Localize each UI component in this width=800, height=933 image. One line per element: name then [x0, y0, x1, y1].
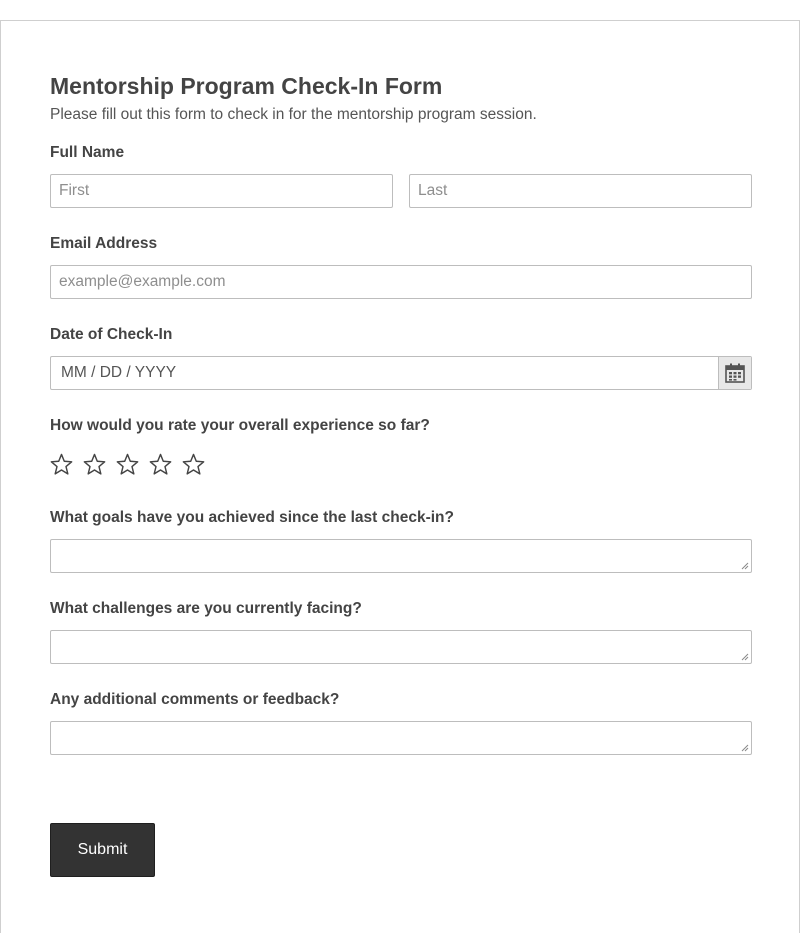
star-rating	[50, 453, 205, 476]
star-1-icon[interactable]	[50, 453, 73, 476]
date-input[interactable]	[50, 356, 752, 390]
resize-grip-icon[interactable]	[741, 653, 749, 661]
submit-button[interactable]: Submit	[50, 823, 155, 877]
form-subtitle: Please fill out this form to check in for the mentorship program session.	[50, 106, 537, 123]
comments-label: Any additional comments or feedback?	[50, 691, 340, 708]
form-title: Mentorship Program Check-In Form	[50, 73, 443, 99]
resize-grip-icon[interactable]	[741, 744, 749, 752]
last-name-input[interactable]	[409, 174, 752, 208]
form-container	[0, 20, 800, 933]
star-2-icon[interactable]	[83, 453, 106, 476]
challenges-textarea[interactable]	[50, 630, 752, 664]
date-placeholder: MM / DD / YYYY	[61, 364, 177, 381]
calendar-button[interactable]	[718, 357, 751, 389]
challenges-label: What challenges are you currently facing?	[50, 600, 362, 617]
first-name-input[interactable]	[50, 174, 393, 208]
email-input[interactable]	[50, 265, 752, 299]
email-label: Email Address	[50, 235, 158, 252]
calendar-icon	[725, 363, 745, 383]
goals-label: What goals have you achieved since the last check-in?	[50, 509, 454, 526]
full-name-label: Full Name	[50, 144, 125, 161]
goals-textarea[interactable]	[50, 539, 752, 573]
resize-grip-icon[interactable]	[741, 562, 749, 570]
rating-label: How would you rate your overall experience so far?	[50, 417, 430, 434]
star-3-icon[interactable]	[116, 453, 139, 476]
comments-textarea[interactable]	[50, 721, 752, 755]
star-4-icon[interactable]	[149, 453, 172, 476]
date-label: Date of Check-In	[50, 326, 173, 343]
star-5-icon[interactable]	[182, 453, 205, 476]
